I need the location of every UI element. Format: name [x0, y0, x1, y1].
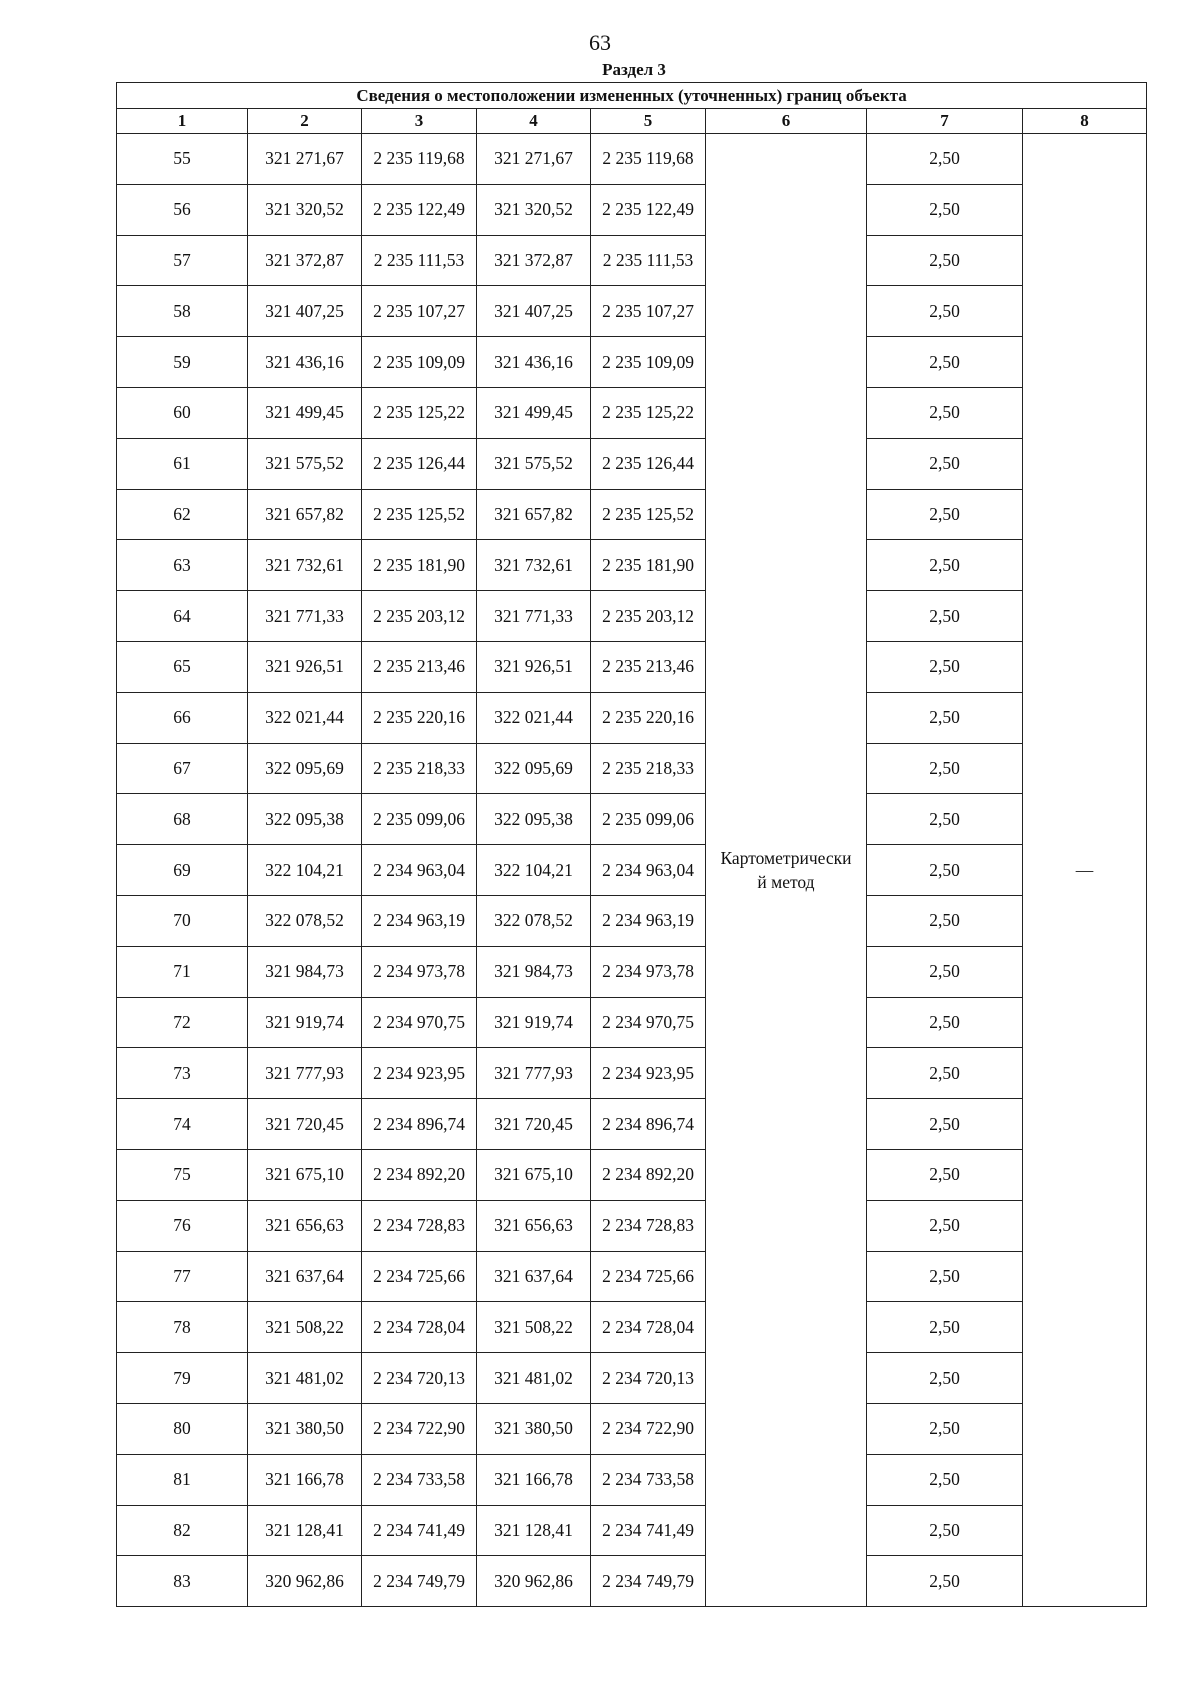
x-coordinate-cell: 321 771,33	[477, 591, 591, 642]
y-coordinate-cell: 2 234 741,49	[591, 1505, 706, 1556]
x-coordinate-cell: 321 407,25	[477, 286, 591, 337]
y-coordinate-cell: 2 234 963,19	[362, 895, 477, 946]
column-number: 4	[477, 109, 591, 134]
point-number-cell: 64	[117, 591, 248, 642]
table-row	[117, 794, 1147, 845]
method-cell	[706, 134, 867, 1607]
page-number: 63	[589, 30, 611, 55]
table-row	[117, 1454, 1147, 1505]
column-number: 7	[867, 109, 1023, 134]
x-coordinate-cell: 321 372,87	[477, 235, 591, 286]
point-number-cell: 83	[117, 1556, 248, 1607]
y-coordinate-cell: 2 234 725,66	[591, 1251, 706, 1302]
table-row	[117, 997, 1147, 1048]
y-coordinate-cell: 2 235 099,06	[591, 794, 706, 845]
table-row	[117, 1403, 1147, 1454]
table-row	[117, 946, 1147, 997]
x-coordinate-cell: 321 481,02	[248, 1353, 362, 1404]
accuracy-cell: 2,50	[867, 743, 1023, 794]
point-number-cell: 70	[117, 895, 248, 946]
y-coordinate-cell: 2 234 892,20	[362, 1149, 477, 1200]
table-row	[117, 438, 1147, 489]
table-row	[117, 692, 1147, 743]
x-coordinate-cell: 321 436,16	[477, 337, 591, 388]
table-row	[117, 895, 1147, 946]
accuracy-cell: 2,50	[867, 387, 1023, 438]
accuracy-cell: 2,50	[867, 1505, 1023, 1556]
y-coordinate-cell: 2 234 963,04	[362, 845, 477, 896]
x-coordinate-cell: 321 919,74	[248, 997, 362, 1048]
accuracy-cell: 2,50	[867, 438, 1023, 489]
accuracy-cell: 2,50	[867, 794, 1023, 845]
y-coordinate-cell: 2 235 181,90	[591, 540, 706, 591]
y-coordinate-cell: 2 234 963,19	[591, 895, 706, 946]
y-coordinate-cell: 2 235 107,27	[591, 286, 706, 337]
point-number-cell: 57	[117, 235, 248, 286]
accuracy-cell: 2,50	[867, 235, 1023, 286]
x-coordinate-cell: 321 271,67	[477, 134, 591, 185]
accuracy-cell: 2,50	[867, 641, 1023, 692]
x-coordinate-cell: 321 128,41	[248, 1505, 362, 1556]
y-coordinate-cell: 2 234 963,04	[591, 845, 706, 896]
x-coordinate-cell: 321 320,52	[477, 184, 591, 235]
x-coordinate-cell: 321 481,02	[477, 1353, 591, 1404]
x-coordinate-cell: 321 657,82	[248, 489, 362, 540]
x-coordinate-cell: 321 499,45	[248, 387, 362, 438]
x-coordinate-cell: 322 095,69	[248, 743, 362, 794]
y-coordinate-cell: 2 234 725,66	[362, 1251, 477, 1302]
column-number: 2	[248, 109, 362, 134]
x-coordinate-cell: 320 962,86	[477, 1556, 591, 1607]
x-coordinate-cell: 321 407,25	[248, 286, 362, 337]
x-coordinate-cell: 321 320,52	[248, 184, 362, 235]
y-coordinate-cell: 2 235 220,16	[591, 692, 706, 743]
y-coordinate-cell: 2 235 125,22	[362, 387, 477, 438]
y-coordinate-cell: 2 235 203,12	[362, 591, 477, 642]
table-row	[117, 337, 1147, 388]
column-8-cell: —	[1023, 134, 1147, 1607]
y-coordinate-cell: 2 235 125,52	[591, 489, 706, 540]
table-row	[117, 1099, 1147, 1150]
x-coordinate-cell: 321 575,52	[477, 438, 591, 489]
x-coordinate-cell: 321 637,64	[477, 1251, 591, 1302]
y-coordinate-cell: 2 235 213,46	[591, 641, 706, 692]
accuracy-cell: 2,50	[867, 895, 1023, 946]
x-coordinate-cell: 321 732,61	[477, 540, 591, 591]
point-number-cell: 67	[117, 743, 248, 794]
section-label: Раздел 3	[602, 60, 666, 79]
x-coordinate-cell: 321 166,78	[248, 1454, 362, 1505]
table-body	[117, 134, 1147, 1607]
y-coordinate-cell: 2 235 122,49	[591, 184, 706, 235]
y-coordinate-cell: 2 234 923,95	[591, 1048, 706, 1099]
x-coordinate-cell: 321 984,73	[248, 946, 362, 997]
point-number-cell: 68	[117, 794, 248, 845]
y-coordinate-cell: 2 234 973,78	[362, 946, 477, 997]
y-coordinate-cell: 2 234 720,13	[591, 1353, 706, 1404]
accuracy-cell: 2,50	[867, 337, 1023, 388]
y-coordinate-cell: 2 234 896,74	[591, 1099, 706, 1150]
x-coordinate-cell: 322 078,52	[477, 895, 591, 946]
table-row	[117, 184, 1147, 235]
table-row	[117, 1200, 1147, 1251]
point-number-cell: 80	[117, 1403, 248, 1454]
method-text-line: Картометрически	[720, 848, 852, 869]
x-coordinate-cell: 321 499,45	[477, 387, 591, 438]
table-row	[117, 286, 1147, 337]
x-coordinate-cell: 321 575,52	[248, 438, 362, 489]
accuracy-cell: 2,50	[867, 845, 1023, 896]
y-coordinate-cell: 2 234 892,20	[591, 1149, 706, 1200]
x-coordinate-cell: 322 078,52	[248, 895, 362, 946]
point-number-cell: 71	[117, 946, 248, 997]
x-coordinate-cell: 321 656,63	[477, 1200, 591, 1251]
x-coordinate-cell: 321 771,33	[248, 591, 362, 642]
y-coordinate-cell: 2 235 220,16	[362, 692, 477, 743]
x-coordinate-cell: 321 372,87	[248, 235, 362, 286]
y-coordinate-cell: 2 234 749,79	[591, 1556, 706, 1607]
y-coordinate-cell: 2 235 218,33	[591, 743, 706, 794]
table-row	[117, 540, 1147, 591]
y-coordinate-cell: 2 235 119,68	[591, 134, 706, 185]
accuracy-cell: 2,50	[867, 1454, 1023, 1505]
y-coordinate-cell: 2 235 126,44	[591, 438, 706, 489]
y-coordinate-cell: 2 235 125,52	[362, 489, 477, 540]
column-number: 3	[362, 109, 477, 134]
y-coordinate-cell: 2 235 126,44	[362, 438, 477, 489]
y-coordinate-cell: 2 234 923,95	[362, 1048, 477, 1099]
table-row	[117, 1048, 1147, 1099]
y-coordinate-cell: 2 234 973,78	[591, 946, 706, 997]
accuracy-cell: 2,50	[867, 1556, 1023, 1607]
point-number-cell: 66	[117, 692, 248, 743]
point-number-cell: 75	[117, 1149, 248, 1200]
table-row	[117, 641, 1147, 692]
x-coordinate-cell: 321 984,73	[477, 946, 591, 997]
column-number: 6	[706, 109, 867, 134]
x-coordinate-cell: 322 095,69	[477, 743, 591, 794]
y-coordinate-cell: 2 235 111,53	[362, 235, 477, 286]
column-number-row	[117, 109, 1147, 134]
accuracy-cell: 2,50	[867, 540, 1023, 591]
x-coordinate-cell: 320 962,86	[248, 1556, 362, 1607]
x-coordinate-cell: 322 104,21	[248, 845, 362, 896]
y-coordinate-cell: 2 234 896,74	[362, 1099, 477, 1150]
point-number-cell: 55	[117, 134, 248, 185]
table-row	[117, 1302, 1147, 1353]
y-coordinate-cell: 2 234 741,49	[362, 1505, 477, 1556]
table-row	[117, 489, 1147, 540]
column-number: 1	[117, 109, 248, 134]
point-number-cell: 56	[117, 184, 248, 235]
accuracy-cell: 2,50	[867, 1200, 1023, 1251]
point-number-cell: 63	[117, 540, 248, 591]
x-coordinate-cell: 321 777,93	[248, 1048, 362, 1099]
coordinates-table	[116, 82, 1147, 1607]
x-coordinate-cell: 321 657,82	[477, 489, 591, 540]
x-coordinate-cell: 321 508,22	[477, 1302, 591, 1353]
point-number-cell: 58	[117, 286, 248, 337]
y-coordinate-cell: 2 234 733,58	[362, 1454, 477, 1505]
x-coordinate-cell: 321 919,74	[477, 997, 591, 1048]
accuracy-cell: 2,50	[867, 1302, 1023, 1353]
point-number-cell: 62	[117, 489, 248, 540]
x-coordinate-cell: 321 128,41	[477, 1505, 591, 1556]
column-number: 5	[591, 109, 706, 134]
x-coordinate-cell: 321 656,63	[248, 1200, 362, 1251]
accuracy-cell: 2,50	[867, 1251, 1023, 1302]
x-coordinate-cell: 321 380,50	[477, 1403, 591, 1454]
y-coordinate-cell: 2 234 728,04	[362, 1302, 477, 1353]
point-number-cell: 78	[117, 1302, 248, 1353]
table-row	[117, 235, 1147, 286]
accuracy-cell: 2,50	[867, 489, 1023, 540]
y-coordinate-cell: 2 234 733,58	[591, 1454, 706, 1505]
x-coordinate-cell: 321 637,64	[248, 1251, 362, 1302]
y-coordinate-cell: 2 235 119,68	[362, 134, 477, 185]
accuracy-cell: 2,50	[867, 591, 1023, 642]
point-number-cell: 59	[117, 337, 248, 388]
x-coordinate-cell: 321 166,78	[477, 1454, 591, 1505]
y-coordinate-cell: 2 234 970,75	[591, 997, 706, 1048]
x-coordinate-cell: 322 104,21	[477, 845, 591, 896]
y-coordinate-cell: 2 235 203,12	[591, 591, 706, 642]
x-coordinate-cell: 321 508,22	[248, 1302, 362, 1353]
x-coordinate-cell: 321 675,10	[477, 1149, 591, 1200]
table-title: Сведения о местоположении измененных (уточненных) границ объекта	[117, 83, 1147, 109]
y-coordinate-cell: 2 234 722,90	[591, 1403, 706, 1454]
accuracy-cell: 2,50	[867, 946, 1023, 997]
x-coordinate-cell: 321 720,45	[477, 1099, 591, 1150]
x-coordinate-cell: 322 021,44	[248, 692, 362, 743]
y-coordinate-cell: 2 234 728,83	[591, 1200, 706, 1251]
column-number: 8	[1023, 109, 1147, 134]
point-number-cell: 79	[117, 1353, 248, 1404]
accuracy-cell: 2,50	[867, 134, 1023, 185]
table-row	[117, 1353, 1147, 1404]
point-number-cell: 72	[117, 997, 248, 1048]
x-coordinate-cell: 321 271,67	[248, 134, 362, 185]
x-coordinate-cell: 321 675,10	[248, 1149, 362, 1200]
method-text-line: й метод	[757, 872, 815, 893]
table-row	[117, 134, 1147, 185]
point-number-cell: 69	[117, 845, 248, 896]
table-title-row	[117, 83, 1147, 109]
y-coordinate-cell: 2 235 107,27	[362, 286, 477, 337]
y-coordinate-cell: 2 235 218,33	[362, 743, 477, 794]
accuracy-cell: 2,50	[867, 1403, 1023, 1454]
y-coordinate-cell: 2 235 109,09	[362, 337, 477, 388]
table-row	[117, 845, 1147, 896]
point-number-cell: 74	[117, 1099, 248, 1150]
table-row	[117, 591, 1147, 642]
accuracy-cell: 2,50	[867, 997, 1023, 1048]
table-row	[117, 387, 1147, 438]
point-number-cell: 81	[117, 1454, 248, 1505]
table-row	[117, 1251, 1147, 1302]
accuracy-cell: 2,50	[867, 184, 1023, 235]
y-coordinate-cell: 2 234 722,90	[362, 1403, 477, 1454]
point-number-cell: 65	[117, 641, 248, 692]
accuracy-cell: 2,50	[867, 692, 1023, 743]
x-coordinate-cell: 321 926,51	[477, 641, 591, 692]
point-number-cell: 60	[117, 387, 248, 438]
y-coordinate-cell: 2 234 749,79	[362, 1556, 477, 1607]
table-row	[117, 743, 1147, 794]
point-number-cell: 73	[117, 1048, 248, 1099]
table-row	[117, 1556, 1147, 1607]
x-coordinate-cell: 321 926,51	[248, 641, 362, 692]
x-coordinate-cell: 322 021,44	[477, 692, 591, 743]
accuracy-cell: 2,50	[867, 1099, 1023, 1150]
y-coordinate-cell: 2 234 970,75	[362, 997, 477, 1048]
x-coordinate-cell: 322 095,38	[477, 794, 591, 845]
y-coordinate-cell: 2 235 181,90	[362, 540, 477, 591]
accuracy-cell: 2,50	[867, 1149, 1023, 1200]
point-number-cell: 76	[117, 1200, 248, 1251]
x-coordinate-cell: 321 380,50	[248, 1403, 362, 1454]
y-coordinate-cell: 2 235 125,22	[591, 387, 706, 438]
y-coordinate-cell: 2 234 728,83	[362, 1200, 477, 1251]
y-coordinate-cell: 2 235 111,53	[591, 235, 706, 286]
point-number-cell: 82	[117, 1505, 248, 1556]
x-coordinate-cell: 321 777,93	[477, 1048, 591, 1099]
table-row	[117, 1505, 1147, 1556]
x-coordinate-cell: 321 436,16	[248, 337, 362, 388]
y-coordinate-cell: 2 235 099,06	[362, 794, 477, 845]
y-coordinate-cell: 2 234 720,13	[362, 1353, 477, 1404]
y-coordinate-cell: 2 235 109,09	[591, 337, 706, 388]
point-number-cell: 77	[117, 1251, 248, 1302]
point-number-cell: 61	[117, 438, 248, 489]
accuracy-cell: 2,50	[867, 286, 1023, 337]
accuracy-cell: 2,50	[867, 1048, 1023, 1099]
y-coordinate-cell: 2 234 728,04	[591, 1302, 706, 1353]
x-coordinate-cell: 321 720,45	[248, 1099, 362, 1150]
x-coordinate-cell: 322 095,38	[248, 794, 362, 845]
x-coordinate-cell: 321 732,61	[248, 540, 362, 591]
y-coordinate-cell: 2 235 122,49	[362, 184, 477, 235]
y-coordinate-cell: 2 235 213,46	[362, 641, 477, 692]
table-row	[117, 1149, 1147, 1200]
accuracy-cell: 2,50	[867, 1353, 1023, 1404]
